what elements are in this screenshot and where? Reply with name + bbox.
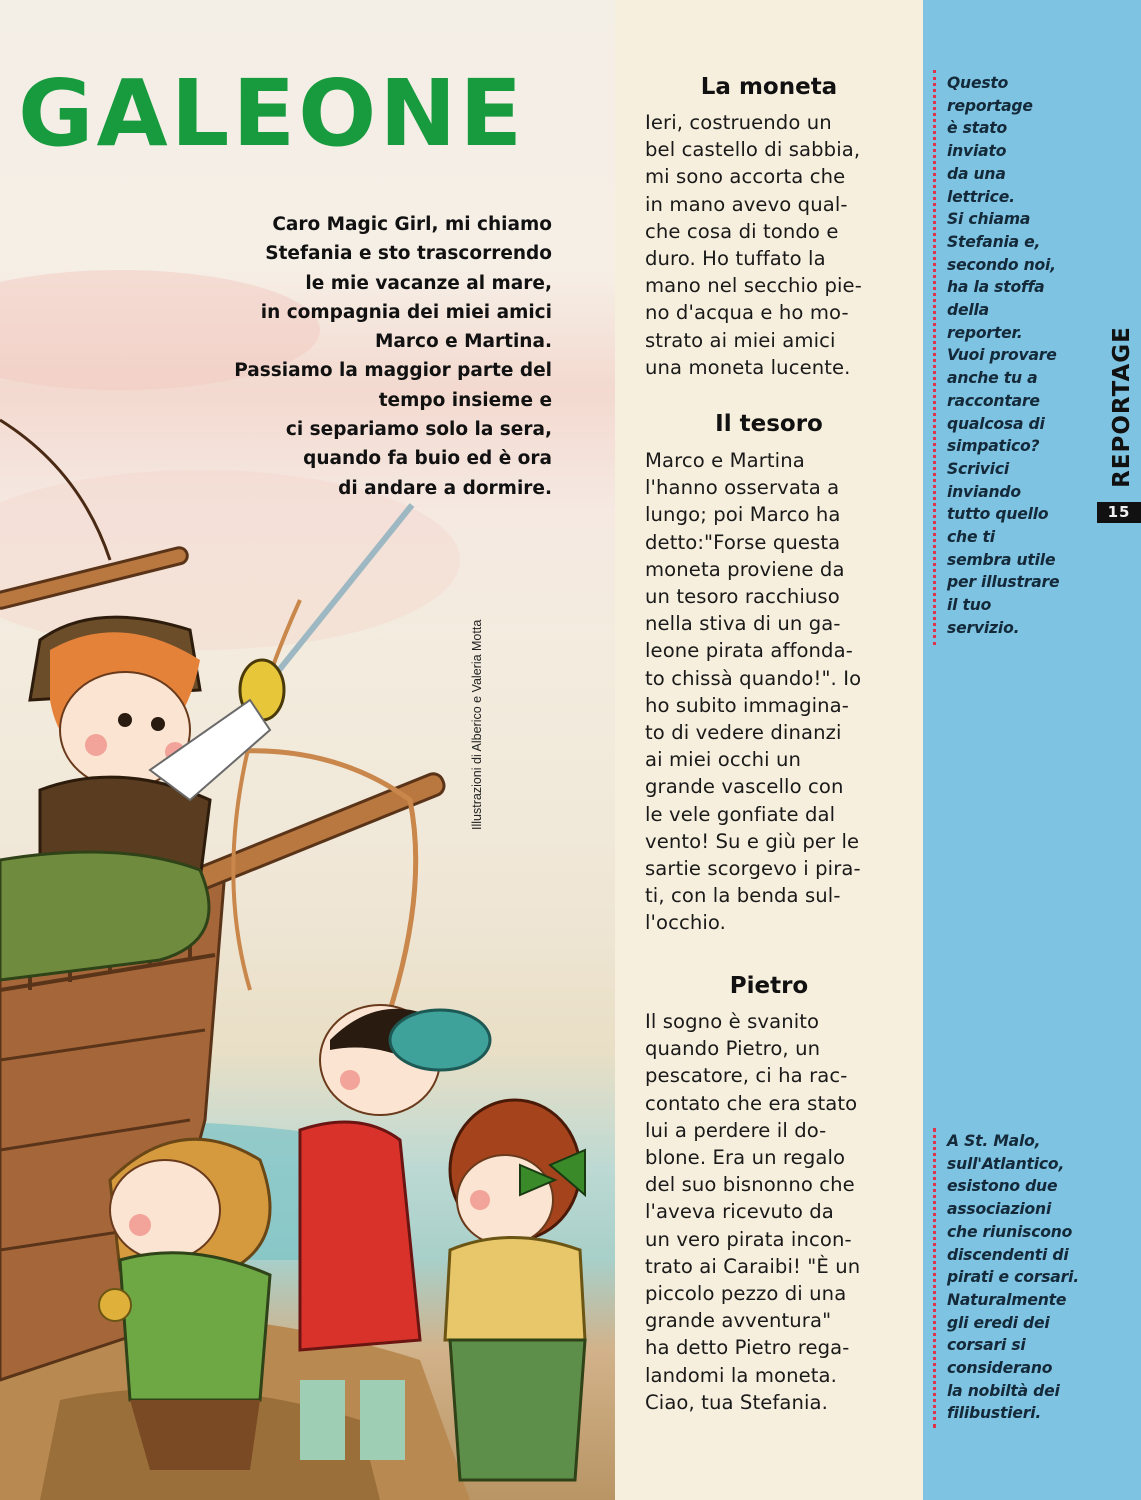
section-tab xyxy=(1102,300,1141,500)
sidebar-note-bottom: A St. Malo, sull'Atlantico, esistono due associazioni che riuniscono discendenti di pirati e corsari. Naturalmente gli eredi dei corsari si considerano la nobiltà dei filibustieri. xyxy=(947,1132,1079,1423)
section-heading-la-moneta: La moneta xyxy=(700,74,838,100)
article-title: GALEONE xyxy=(18,60,526,167)
section-text-pietro: Il sogno è svanito quando Pietro, un pescatore, ci ha rac- contato che era stato lui a perdere il do- blone. Era un regalo del suo bisnonno che l'aveva ricevuto da un vero pirata incon- trato ai Caraibi! "È un piccolo pezzo di una grande avventura" ha detto Pietro rega- landomi la moneta. Ciao, tua Stefania. xyxy=(645,1010,861,1414)
illustration-credit: Illustrazioni di Alberico e Valeria Motta xyxy=(470,619,484,830)
sidebar xyxy=(923,0,1141,1500)
sidebar-note-top: Questo reportage è stato inviato da una lettrice. Si chiama Stefania e, secondo noi, ha la stoffa della reporter. Vuoi provare anche tu a raccontare qualcosa di simpatico? Scrivici inviando tutto quello che ti sembra utile per illustrare il tuo servizio. xyxy=(947,74,1060,637)
dotted-rule-bottom xyxy=(933,1128,936,1428)
intro-paragraph: Caro Magic Girl, mi chiamo Stefania e sto trascorrendo le mie vacanze al mare, in compagnia dei miei amici Marco e Martina. Passiamo la maggior parte del tempo insieme e ci separiamo solo la sera, quando fa buio ed è ora di andare a dormire. xyxy=(234,214,552,499)
article-column xyxy=(615,0,923,1500)
section-label: REPORTAGE xyxy=(1109,326,1135,488)
dotted-rule-top xyxy=(933,70,936,645)
section-text-la-moneta: Ieri, costruendo un bel castello di sabbia, mi sono accorta che in mano avevo qual- che cosa di tondo e duro. Ho tuffato la mano nel secchio pie- no d'acqua e ho mo- strato ai miei amici una moneta lucente. xyxy=(645,111,862,379)
section-heading-pietro: Pietro xyxy=(729,973,809,999)
page-number: 15 xyxy=(1097,502,1141,523)
section-text-il-tesoro: Marco e Martina l'hanno osservata a lungo; poi Marco ha detto:"Forse questa moneta proviene da un tesoro racchiuso nella stiva di un ga- leone pirata affonda- to chissà quando!". Io ho subito immagina- to di vedere dinanzi ai miei occhi un grande vascello con le vele gonfiate dal vento! Su e giù per le sartie scorgevo i pira- ti, con la benda sul- l'occhio. xyxy=(645,449,862,935)
section-heading-il-tesoro: Il tesoro xyxy=(715,411,823,437)
